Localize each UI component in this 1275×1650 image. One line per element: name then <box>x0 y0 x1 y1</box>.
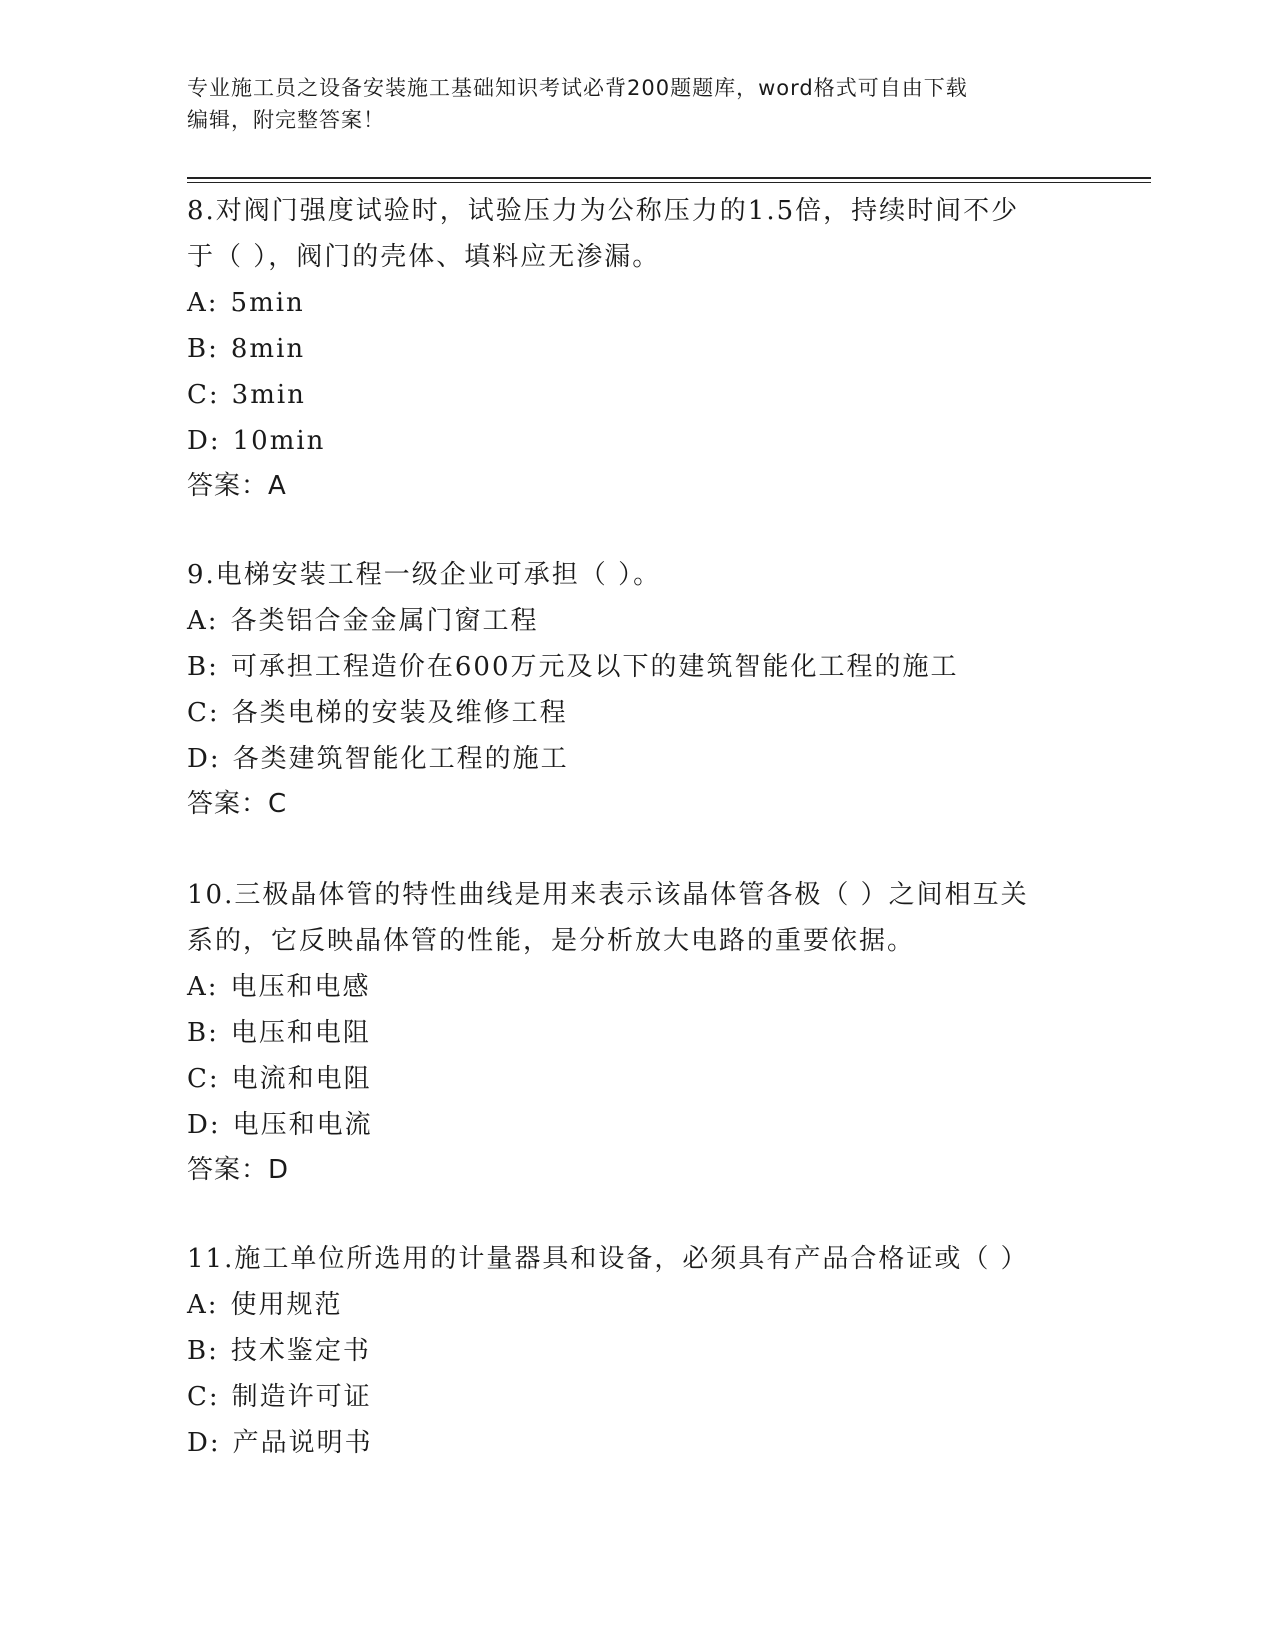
option-letter: C: <box>187 1382 220 1412</box>
option-d <box>187 1102 1087 1148</box>
option-text: 电流和电阻 <box>231 1064 372 1094</box>
option-c <box>187 690 1087 736</box>
question-stem-line: 于（ ），阀门的壳体、填料应无渗漏。 <box>187 242 661 272</box>
answer-line: 答案：C <box>187 789 288 819</box>
option-text: 电压和电流 <box>232 1110 373 1140</box>
option-letter: B: <box>187 1336 219 1366</box>
option-b <box>187 326 1087 372</box>
option-b <box>187 1010 1087 1056</box>
option-text: 制造许可证 <box>231 1382 372 1412</box>
header-line-2: 编辑，附完整答案！ <box>187 108 385 132</box>
option-b <box>187 1328 1087 1374</box>
option-letter: D: <box>187 426 221 456</box>
answer-line: 答案：A <box>187 471 287 501</box>
option-letter: B: <box>187 1018 219 1048</box>
option-text: 技术鉴定书 <box>230 1336 371 1366</box>
option-letter: D: <box>187 1428 221 1458</box>
option-text: 5min <box>230 288 305 318</box>
option-d <box>187 1420 1087 1466</box>
question-stem-line: 10.三极晶体管的特性曲线是用来表示该晶体管各极（ ）之间相互关 <box>187 880 1029 910</box>
question-8 <box>187 188 1087 508</box>
option-letter: B: <box>187 652 219 682</box>
question-stem-line: 11.施工单位所选用的计量器具和设备，必须具有产品合格证或（ ） <box>187 1244 1029 1274</box>
option-letter: C: <box>187 1064 220 1094</box>
option-d <box>187 418 1087 464</box>
question-11 <box>187 1236 1087 1466</box>
option-text: 各类电梯的安装及维修工程 <box>231 698 568 728</box>
option-c <box>187 1056 1087 1102</box>
option-d <box>187 736 1087 782</box>
question-stem-line: 系的，它反映晶体管的性能，是分析放大电路的重要依据。 <box>187 926 916 956</box>
option-c <box>187 1374 1087 1420</box>
option-letter: B: <box>187 334 219 364</box>
option-text: 产品说明书 <box>232 1428 373 1458</box>
option-text: 8min <box>230 334 306 364</box>
option-letter: C: <box>187 698 220 728</box>
option-text: 电压和电阻 <box>230 1018 371 1048</box>
option-letter: A: <box>187 288 219 318</box>
option-text: 使用规范 <box>230 1290 343 1320</box>
option-text: 10min <box>232 426 326 456</box>
question-10 <box>187 872 1087 1192</box>
option-letter: A: <box>187 1290 219 1320</box>
option-letter: D: <box>187 744 221 774</box>
option-text: 各类建筑智能化工程的施工 <box>232 744 569 774</box>
option-a <box>187 964 1087 1010</box>
option-a <box>187 598 1087 644</box>
option-text: 可承担工程造价在600万元及以下的建筑智能化工程的施工 <box>230 652 959 682</box>
question-9 <box>187 552 1087 826</box>
option-letter: A: <box>187 606 219 636</box>
document-header <box>187 72 1067 136</box>
option-b <box>187 644 1087 690</box>
option-letter: C: <box>187 380 220 410</box>
option-c <box>187 372 1087 418</box>
header-divider-thick <box>187 177 1151 179</box>
header-line-1: 专业施工员之设备安装施工基础知识考试必背200题题库，word格式可自由下载 <box>187 76 968 100</box>
option-a <box>187 280 1087 326</box>
option-letter: A: <box>187 972 219 1002</box>
option-text: 电压和电感 <box>230 972 371 1002</box>
question-stem-line: 8.对阀门强度试验时，试验压力为公称压力的1.5倍，持续时间不少 <box>187 196 1020 226</box>
option-text: 各类铝合金金属门窗工程 <box>230 606 539 636</box>
option-a <box>187 1282 1087 1328</box>
header-divider-thin <box>187 182 1151 183</box>
question-stem-line: 9.电梯安装工程一级企业可承担（ ）。 <box>187 560 662 590</box>
answer-line: 答案：D <box>187 1155 290 1185</box>
option-letter: D: <box>187 1110 221 1140</box>
option-text: 3min <box>231 380 306 410</box>
